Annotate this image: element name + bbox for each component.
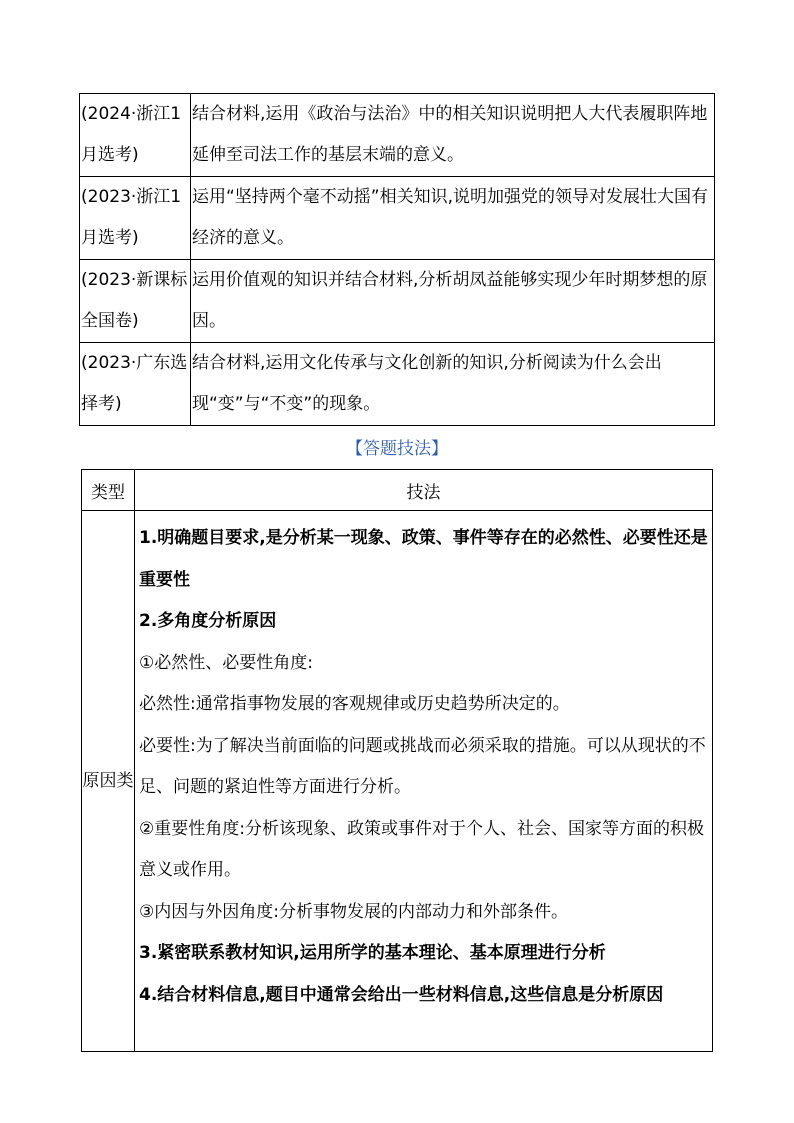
table-row <box>82 511 713 1052</box>
table-header-row <box>82 470 713 511</box>
table-row <box>80 343 715 426</box>
table-row <box>80 177 715 260</box>
question-text: 运用“坚持两个毫不动摇”相关知识,说明加强党的领导对发展壮大国有经济的意义。 <box>191 177 715 260</box>
question-source: (2023·新课标全国卷) <box>80 260 191 343</box>
method-line: 2.多角度分析原因 <box>139 611 277 631</box>
question-source: (2023·广东选择考) <box>80 343 191 426</box>
question-text: 运用价值观的知识并结合材料,分析胡凤益能够实现少年时期梦想的原因。 <box>191 260 715 343</box>
method-line: ②重要性角度:分析该现象、政策或事件对于个人、社会、国家等方面的积极意义或作用。 <box>139 818 704 880</box>
method-line: 必然性:通常指事物发展的客观规律或历史趋势所决定的。 <box>139 694 570 714</box>
method-line: ①必然性、必要性角度: <box>139 652 313 673</box>
method-line: 3.紧密联系教材知识,运用所学的基本理论、基本原理进行分析 <box>139 943 606 963</box>
method-line: 4.结合材料信息,题目中通常会给出一些材料信息,这些信息是分析原因 <box>139 984 664 1005</box>
section-title: 【答题技法】 <box>346 439 448 459</box>
method-header: 技法 <box>135 470 713 511</box>
type-header: 类型 <box>82 470 135 511</box>
method-content <box>135 511 713 1052</box>
method-line: 必要性:为了解决当前面临的问题或挑战而必须采取的措施。可以从现状的不足、问题的紧迫性等方面进行分析。 <box>139 735 706 797</box>
table-row <box>80 94 715 177</box>
table-row <box>80 260 715 343</box>
question-text: 结合材料,运用《政治与法治》中的相关知识说明把人大代表履职阵地延伸至司法工作的基层末端的意义。 <box>191 94 715 177</box>
question-source: (2023·浙江1月选考) <box>80 177 191 260</box>
question-source: (2024·浙江1月选考) <box>80 94 191 177</box>
method-line: ③内因与外因角度:分析事物发展的内部动力和外部条件。 <box>139 901 568 922</box>
question-text: 结合材料,运用文化传承与文化创新的知识,分析阅读为什么会出现“变”与“不变”的现象。 <box>191 343 715 426</box>
method-line: 1.明确题目要求,是分析某一现象、政策、事件等存在的必然性、必要性还是重要性 <box>139 528 708 590</box>
exam-questions-table <box>79 93 715 426</box>
type-label: 原因类 <box>82 511 135 1052</box>
answer-method-table <box>81 469 713 1052</box>
